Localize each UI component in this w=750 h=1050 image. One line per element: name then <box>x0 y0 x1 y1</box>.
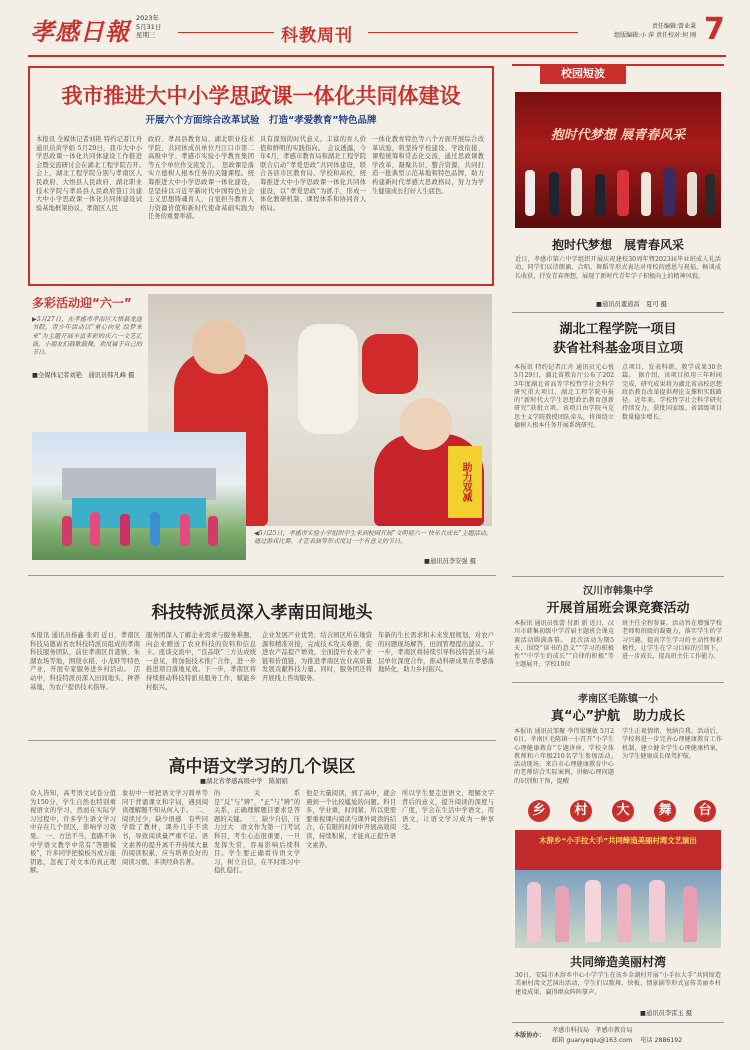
hanchuan-col-2: 班主任全程参赛。活动旨在增强学校老师和班级的凝聚力，落实学生的学习兴趣，提高学生学习的主动性和积极性，让学生在学习目标的引领下，进一步成长，提高班主任工作能力。 <box>622 620 722 661</box>
children-day-byline-bottom: ■通讯员李安强 摄 <box>424 558 477 565</box>
lead-story <box>28 66 494 286</box>
mid-divider-1 <box>28 575 496 576</box>
children-day-byline-right: ■全媒体记者刘艳 通讯员韩凡峰 摄 <box>32 372 135 379</box>
lead-col-1: 本报讯 全媒体记者刘艳 特约记者江舟 通讯员黄学娟 5月29日，我市大中小学思政课一体化共同体建设工作推进会暨交流研讨会在湖北工程学院召开。 会上，湖北工程学院分别与孝南区人民政府、大悟县人民政府、湖北职业技术学院与孝昌县人民政府签订共建大中小学思政课一体化共同体建设试验基地框架协议，孝南区人民 <box>36 136 149 212</box>
chinese-col-4: 他是大量阅读，到了高中，就会遇到一个比较尴尬的问题。科目多，学业重，时间紧，所以更需要重视课内阅读与课外阅读的结合，在有限的时间中开展高效阅读，持续积累，才能真正提升语文素养。 <box>306 790 396 849</box>
rural-title-char-5: 台 <box>694 800 716 822</box>
lead-col-4: 一体化教育特色等六个方面开展综合改革试验，将坚持学校建设、学段衔接、课程统筹和常态化交流，通过思政课教学改革，凝聚共识、整合资源，共同打造一批典型示范基地和特色品牌，助力构建新时代孝感大思政格局，努力为学生健康成长打好人生底色。 <box>372 136 484 195</box>
school-news-headline: 抱时代梦想 展青春风采 <box>551 238 684 252</box>
rural-title-char-1: 乡 <box>528 800 550 822</box>
hbeu-col-1: 本报讯 特约记者江舟 通讯员元心悦 5月29日，湖北省教育厅公布了2023年度湖北省高等学校哲学社会科学研究重大项目，湖北工程学院申报的“新时代大学生思想政治教育创新研究”获批立项。该项目由学院马克思主义学院教授团队牵头，将围绕立德树人根本任务开展系统研究。 <box>514 364 614 430</box>
rural-headline: 共同缔造美丽村湾 <box>569 955 666 969</box>
footer-dept: 孝感市科技局 孝感市教育局 <box>552 1027 633 1034</box>
proof-name: 何 刚 <box>682 32 696 39</box>
children-day-caption-bottom: ◀5月25日，孝感市实验小学组织学生来到校园开展“文明迎六一 快乐共成长”主题活动，通过游戏比赛、才艺表演等形式度过一个有意义的节日。 <box>254 530 492 546</box>
masthead <box>0 0 750 52</box>
chinese-col-5: 所以学生要走进语文，理解文字背后的意义，提升阅读的深度与广度，学会在生活中学语文、用语文，让语文学习成为一种享受。 <box>402 790 494 832</box>
children-day-photo-inset <box>32 432 246 560</box>
issue-weekday: 星期三 <box>136 31 156 39</box>
footer-dept-label: 本版协办： <box>514 1032 545 1039</box>
hanchuan-headline: 开展首届班会课竞赛活动 <box>546 601 690 616</box>
right-divider-3 <box>512 682 724 683</box>
hanchuan-col-1: 本报讯 通讯员张蕾 付新 新 近日，汉川市韩集初级中学首届主题班会课竞赛活动圆满落幕。 此次活动为期5天，围绕“读书的意义”“学习的积极性”“中学生的成长”“自律的积极”等主题展开，学校10位 <box>514 620 614 669</box>
school-news-body: 近日，孝感市第六中学组织开展庆祝建校30周年暨2023届毕业班成人礼活动，同学们以诗朗诵、合唱、舞蹈等形式表达对母校的感恩与祝福，畅谈成长收获，抒发青春理想，展现了新时代青年学子积极向上的精神风貌。 <box>515 256 721 280</box>
school-stage-photo <box>515 92 721 228</box>
xiaonan-col-1: 本报讯 通讯员邹聚 李伟梁继敏 5月26日，孝南区毛陈镇一小召开“小学生心理健康教育”专题讲座，学校全体教师和六年级210名学生参加活动。 活动现场，来自市心理健康教育中心的老师结合实际案例，讲解心理问题的识别和干预，提醒 <box>514 728 621 785</box>
xiaonan-headline: 真“心”护航 助力成长 <box>550 709 686 724</box>
xiaonan-small-head: 孝南区毛陈镇一小 <box>578 694 658 705</box>
xiaonan-col-2: 学生正视情绪、悦纳自我。活动后，学校将进一步完善心理健康教育工作机制，建立健全学生心理健康档案，为学生健康成长保驾护航。 <box>622 728 722 760</box>
masthead-divider-left <box>178 32 274 33</box>
tech-col-2: 服务团深入了解企业需求与服务难题，向企业赠送了农业科技的资料和信息卡。座谈交流中，“良品联”三方达成统一意见，将加强技术推广合作，进一步推进项目落地见效。下一步，孝南区将持续推动科技特派员服务工作，赋能乡村振兴。 <box>146 632 256 691</box>
children-day-title: 多彩活动迎“六一” <box>32 296 132 310</box>
editor-name: 曾业秉 <box>677 23 696 30</box>
masthead-divider-right <box>368 32 578 33</box>
design-label: 组版编辑: <box>614 32 641 39</box>
rural-title-char-4: 舞 <box>654 800 676 822</box>
issue-day: 5月31日 <box>136 22 162 31</box>
lead-col-2: 政府、孝昌县教育局、湖北职业技术学院、共同体成员单位丹江口市第二高级中学、孝感市实验小学教育集团等五个单位作交流发言。 思政课是落实立德树人根本任务的关键课程。统筹推进大中小学思政课一体化建设，是坚持以习近平新时代中国特色社会主义思想铸魂育人，自觉担当教育人力资源价值和新时代使命基础实践为任务的重要举措。 <box>148 136 254 221</box>
tech-col-1: 本报讯 通讯员杨鑫 张玥 近日，孝南区科技局邀请省农科技特派员组成的孝南科技服务团队，前往孝南区肖港镇、朱湖农场等地，围绕水稻、小龙虾等特色产业，开展专家服务进乡村活动。 活动中，科技特派员深入田间地头、种养基地，为农户提供技术指导。 <box>30 632 140 691</box>
chinese-author: ■湖北省孝感高级中学 陈娟娟 <box>200 778 288 785</box>
footer-phone-label: 电话 <box>640 1037 653 1044</box>
mid-divider-2 <box>28 740 496 741</box>
stage-performers <box>515 162 721 228</box>
chinese-col-3: 的关系是“反”与“辨”，“正”与“辨”的关系，正确理解题目要求是答题的关键。 三、缺少自信，压力过大 语文作为第一门考试科目，考生心态很重要，一旦发挥失常，容易影响后续科目。学生要正确看待语文学习，树立自信，在平时练习中稳扎稳打。 <box>214 790 300 875</box>
rural-title-char-3: 大 <box>612 800 634 822</box>
footer-email-label: 邮箱 <box>552 1037 565 1044</box>
chinese-col-2: 象初中一样把语文学习简单等同于背诵课文和字词，遇到阅读理解题不知从何入手。 二、阅读过少，缺少语感 有些同学除了教材，课外几乎不读书，导致阅读量严重不足。语文素养的提升离不开持续大量的阅读积累，应当培养良好的阅读习惯，多读经典名著。 <box>122 790 208 866</box>
rural-performance-photo <box>515 830 721 948</box>
rural-title-char-2: 村 <box>570 800 592 822</box>
lead-headline: 我市推进大中小学思政课一体化共同体建设 <box>61 83 461 108</box>
newspaper-logo: 孝感日報 <box>30 17 130 46</box>
children-day-caption-right: ▶5月27日，在孝感市孝南区大悟县龙池书院，青少年活动以“童心向党 绘梦未来”为主题开展丰富多彩的庆六一文艺汇演，小朋友们载歌载舞，欢度属于自己的节日。 <box>32 316 142 357</box>
lead-subhead: 开展六个方面综合改革试验 打造“孝爱教育”特色品牌 <box>145 115 377 126</box>
school-news-banner <box>512 64 724 80</box>
school-news-label: 校园短波 <box>540 64 626 84</box>
footer-email: guanyeqiu@163.com <box>566 1037 633 1044</box>
footer-contact <box>552 1036 682 1045</box>
right-divider-2 <box>512 576 724 577</box>
children-day-section <box>28 294 496 568</box>
masthead-rule <box>28 55 726 57</box>
proof-label: 责任校对: <box>656 32 683 39</box>
chinese-headline: 高中语文学习的几个误区 <box>168 757 356 777</box>
chinese-col-1: 众人皆知，高考语文试卷分值为150分，学生自然也特别重视语文的学习，然而在实际学习过程中，许多学生语文学习中存在几个误区，影响学习效果。 一、方法不当，套路不休 中学语文教学中常有“答题模板”，许多同学把模板当成万能钥匙，忽视了对文本的真正理解。 <box>30 790 123 875</box>
tech-col-4: 年新的生长需求和未来发展规划，对农户的问题现场解答，田间管理提出建议。下一步，孝南区将持续引导科技特派员与基层单位深度合作，推动科研成果在孝感落地转化，助力乡村振兴。 <box>378 632 494 674</box>
editor-label: 责任编辑: <box>651 23 678 30</box>
rural-stage-header <box>514 798 722 824</box>
section-title: 科教周刊 <box>281 26 353 46</box>
children-day-banner-label: 助力双减 <box>448 446 482 518</box>
design-name: 小 萍 <box>640 32 655 39</box>
footer-box <box>512 1022 724 1048</box>
issue-date <box>136 14 161 40</box>
tech-headline: 科技特派员深入孝南田间地头 <box>151 603 373 623</box>
rural-banner-text: 木辞乡“小手拉大手”共同缔造美丽村湾文艺演出 <box>539 836 697 845</box>
right-divider-1 <box>512 312 724 313</box>
stage-banner-text: 抱时代梦想 展青春风采 <box>550 128 686 143</box>
hbeu-headline: 湖北工程学院一项目 获省社科基金项目立项 <box>552 322 683 356</box>
issue-year: 2023年 <box>136 14 160 22</box>
rural-body: 30日，安陆市木辞乡中心小学学生在该乡金湖村开展“小手拉大手”共同缔造美丽村湾文艺演出活动，学生们以歌舞、快板、情景剧等形式宣传美丽乡村建设成果，赢得群众阵阵掌声。 <box>515 972 721 996</box>
footer-phone: 2886192 <box>654 1037 683 1044</box>
editor-info <box>592 22 696 40</box>
hanchuan-small-head: 汉川市韩集中学 <box>583 586 653 597</box>
tech-col-3: 企业发展产业优势，结合园区所在地资源和精准对接，完成技术攻关难题，促进农产品提产增效，全面提升农业产业链和价值链，为推进孝南区农业高质量发展贡献科技力量。同时，服务团还将开展线上咨询服务。 <box>262 632 372 682</box>
hbeu-col-2: 点项目，发表科研、教学成果30余篇。 据介绍，该项目拟用三年时间完成，研究成果将为湖北省高校思想政治教育改革提供理论支撑和实践路径。近年来，学校哲学社会科学研究持续发力，获批国家级、省部级项目数量稳步增长。 <box>622 364 722 421</box>
page-number: 7 <box>704 12 725 47</box>
lead-col-3: 具有深刻的时代意义。丰富的育人价值和鲜明的实践指向。 会议透露，今年4月，孝感市教育局和湖北工程学院联合启动“孝爱思政”共同体建设，联合各县市区教育局、学校和高校，统筹推进大中小学思政课一体化共同体建设，以“孝爱思政”为抓手，形成一体化教研机制、课程体系和协同育人格局。 <box>260 136 366 212</box>
school-news-byline: ■通讯员董道昌 夏可 摄 <box>596 301 667 308</box>
rural-byline: ■通讯员李雷玉 摄 <box>640 1010 693 1017</box>
